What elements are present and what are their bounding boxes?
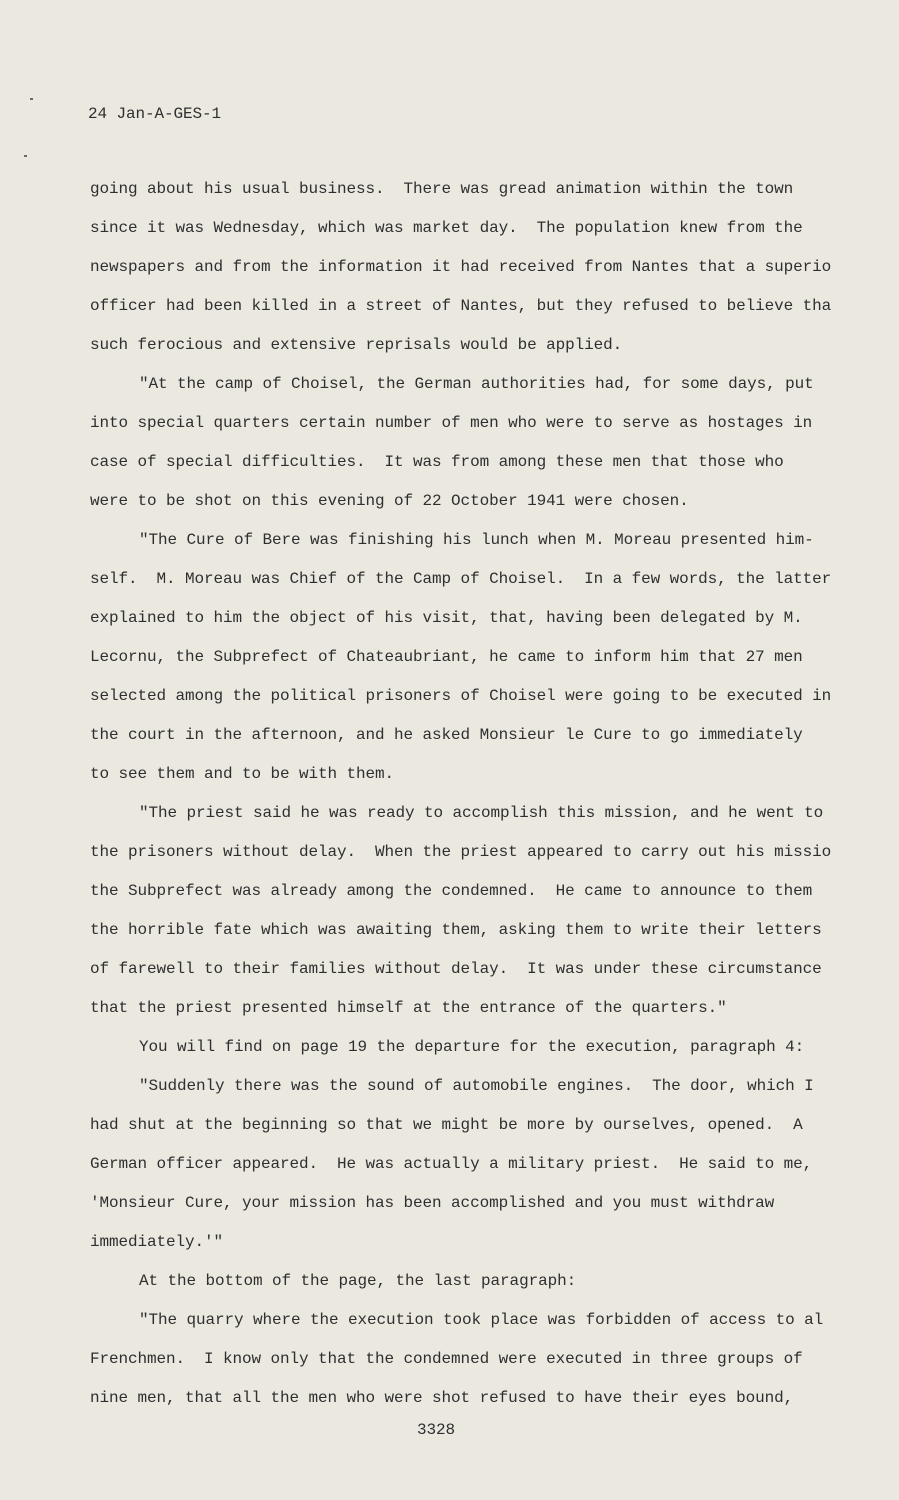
text-line-16: to see them and to be with them. [90,765,395,783]
text-line-15: the court in the afternoon, and he asked Monsieur le Cure to go immediately [90,726,803,744]
text-line-14: selected among the political prisoners of Choisel were going to be executed in [90,687,832,705]
text-line-25: had shut at the beginning so that we might be more by ourselves, opened. A [90,1116,803,1134]
text-line-11: self. M. Moreau was Chief of the Camp of Choisel. In a few words, the latter [90,570,832,588]
page-number: 3328 [417,1421,456,1439]
text-line-22: that the priest presented himself at the entrance of the quarters." [90,999,727,1017]
text-line-2: since it was Wednesday, which was market day. The population knew from the [90,219,803,237]
text-line-27: 'Monsieur Cure, your mission has been accomplished and you must withdraw [90,1194,775,1212]
text-line-8: case of special difficulties. It was from among these men that those who [90,453,784,471]
text-line-9: were to be shot on this evening of 22 October 1941 were chosen. [90,492,689,510]
text-line-19: the Subprefect was already among the condemned. He came to announce to them [90,882,813,900]
text-line-1: going about his usual business. There was gread animation within the town [90,180,794,198]
text-line-29: At the bottom of the page, the last paragraph: [139,1272,577,1290]
document-header: 24 Jan-A-GES-1 [88,105,222,123]
text-line-12: explained to him the object of his visit, that, having been delegated by M. [90,609,803,627]
text-line-13: Lecornu, the Subprefect of Chateaubriant, he came to inform him that 27 men [90,648,803,666]
text-line-10: "The Cure of Bere was finishing his lunch when M. Moreau presented him- [139,531,814,549]
text-line-20: the horrible fate which was awaiting them, asking them to write their letters [90,921,822,939]
text-line-17: "The priest said he was ready to accomplish this mission, and he went to [139,804,824,822]
text-line-18: the prisoners without delay. When the priest appeared to carry out his missio [90,843,832,861]
text-line-24: "Suddenly there was the sound of automobile engines. The door, which I [139,1077,814,1095]
text-line-23: You will find on page 19 the departure for the execution, paragraph 4: [139,1038,805,1056]
text-line-32: nine men, that all the men who were shot refused to have their eyes bound, [90,1389,794,1407]
text-line-5: such ferocious and extensive reprisals would be applied. [90,336,623,354]
text-line-4: officer had been killed in a street of Nantes, but they refused to believe tha [90,297,832,315]
margin-mark [24,155,27,157]
text-line-6: "At the camp of Choisel, the German authorities had, for some days, put [139,375,814,393]
text-line-21: of farewell to their families without delay. It was under these circumstance [90,960,822,978]
margin-mark [30,98,33,100]
text-line-28: immediately.'" [90,1233,224,1251]
text-line-26: German officer appeared. He was actually a military priest. He said to me, [90,1155,813,1173]
text-line-7: into special quarters certain number of men who were to serve as hostages in [90,414,813,432]
text-line-30: "The quarry where the execution took place was forbidden of access to al [139,1311,824,1329]
text-line-3: newspapers and from the information it had received from Nantes that a superio [90,258,832,276]
text-line-31: Frenchmen. I know only that the condemned were executed in three groups of [90,1350,803,1368]
